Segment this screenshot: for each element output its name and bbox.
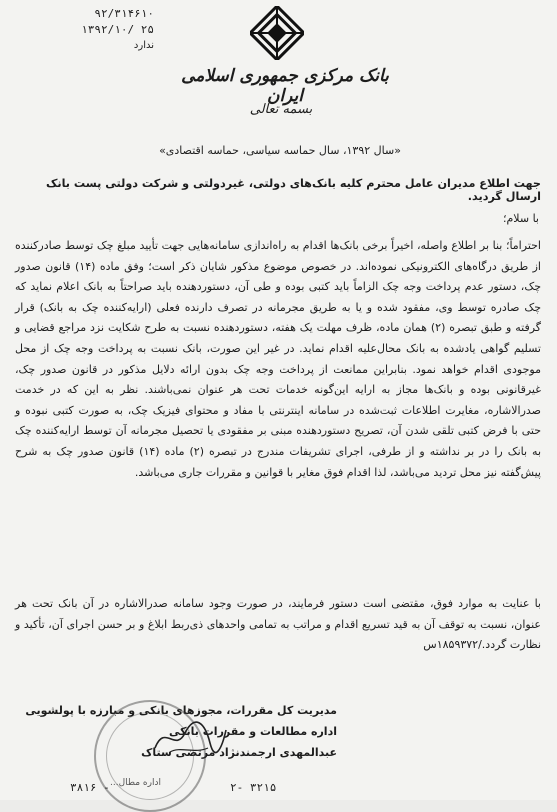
letter-closing: با عنایت به موارد فوق، مقتضی است دستور فرمایند، در صورت وجود سامانه صدرالاشاره در آن بانک تحت هر عنوان، نسبت به توقف آن به قید تسریع اقدام و مراتب به تمامی واحدهای ذی‌ربط ابلاغ و بر حسن اجرای آن، تأکید و نظارت گردد./۱۸۵۹۳۷۲س [15,597,541,652]
signature-ref-left: ۳۸۱۶ - [70,781,110,794]
letter-meta [14,6,154,54]
signature-dept-2: اداره مطالعات و مقررات بانکی [169,725,337,738]
greeting: با سلام؛ [503,212,539,225]
basmala: بسمه تعالی [249,102,313,117]
signature-dept-1: مدیریت کل مقررات، مجوزهای بانکی و مبارزه با پولشویی [25,704,337,717]
stamp-text: اداره مطال... [110,778,161,788]
addressee-line: جهت اطلاع مدیران عامل محترم کلیه بانک‌های دولتی، غیردولتی و شرکت دولتی پست بانک ارسال گردید. [45,177,541,203]
signature-ref-right: ۲- ۳۲۱۵ [230,781,277,794]
bank-name: بانک مرکزی جمهوری اسلامی ایران [181,66,389,106]
handwritten-signature-icon [150,718,230,758]
year-motto: «سال ۱۳۹۲، سال حماسه سیاسی، حماسه اقتصادی» [159,144,401,157]
letter-body: احتراماً؛ بنا بر اطلاع واصله، اخیراً برخی بانک‌ها اقدام به راه‌اندازی سامانه‌هایی جهت تأیید مبلغ چک توسط صادرکننده از طریق درگاه‌های الکترونیکی نموده‌اند. در خصوص موضوع مذکور شایان ذکر است؛ وفق ماده (۱۴) قانون صدور چک، دستور عدم پرداخت وجه چک الزاماً باید کتبی بوده و طی آن، دستوردهنده باید صراحتاً به بانک اعلام نماید که چک صادره توسط وی، مفقود شده و یا به طریق مجرمانه در تصرف دارنده فعلی (ارایه‌کننده چک به بانک) قرار گرفته و طبق تبصره (۲) همان ماده، ظرف مهلت یک هفته، دستوردهنده نسبت به طرح شکایت نزد مراجع قضایی و تسلیم گواهی یادشده به بانک محال‌علیه اقدام نماید. در غیر این صورت، بانک نسبت به پرداخت وجه چک از محل موجودی اقدام خواهد نمود. بنابراین ممانعت از پرداخت وجه چک بدون ارائه دلایل مذکور در قانون صدور چک، غیرقانونی بوده و بانک‌ها مجاز به ارایه این‌گونه خدمات تحت هر عنوان نمی‌باشند. نظر به این که در خدمت صدرالاشاره، مغایرت اطلاعات ثبت‌شده در سامانه اینترنتی با مفاد و محتوای فیزیک چک، به صورت کتبی نبوده و حتی با فرض کتبی تلقی شدن آن، تصریح دستوردهنده مبنی بر مفقودی یا تحصیل مجرمانه آن توسط ارایه‌کننده چک به بانک را در بر نداشته و از طرفی، اجرای تشریفات مندرج در تبصره (۲) ماده (۱۴) قانون صدور چک به شرح پیش‌گفته نیز محل تردید می‌باشد، لذا اقدام فوق مغایر با قوانین و مقررات جاری می‌باشد. [15,239,542,479]
signature-names: عبدالمهدی ارجمندنژاد مرتضی ستاک [141,746,337,759]
letter-date: ۱۳۹۲/۱۰/ ۲۵ [81,23,154,36]
central-bank-logo-icon [250,6,304,60]
letter-number: ۹۲/۳۱۴۶۱۰ [94,7,154,20]
letter-attachment: ندارد [133,40,154,51]
